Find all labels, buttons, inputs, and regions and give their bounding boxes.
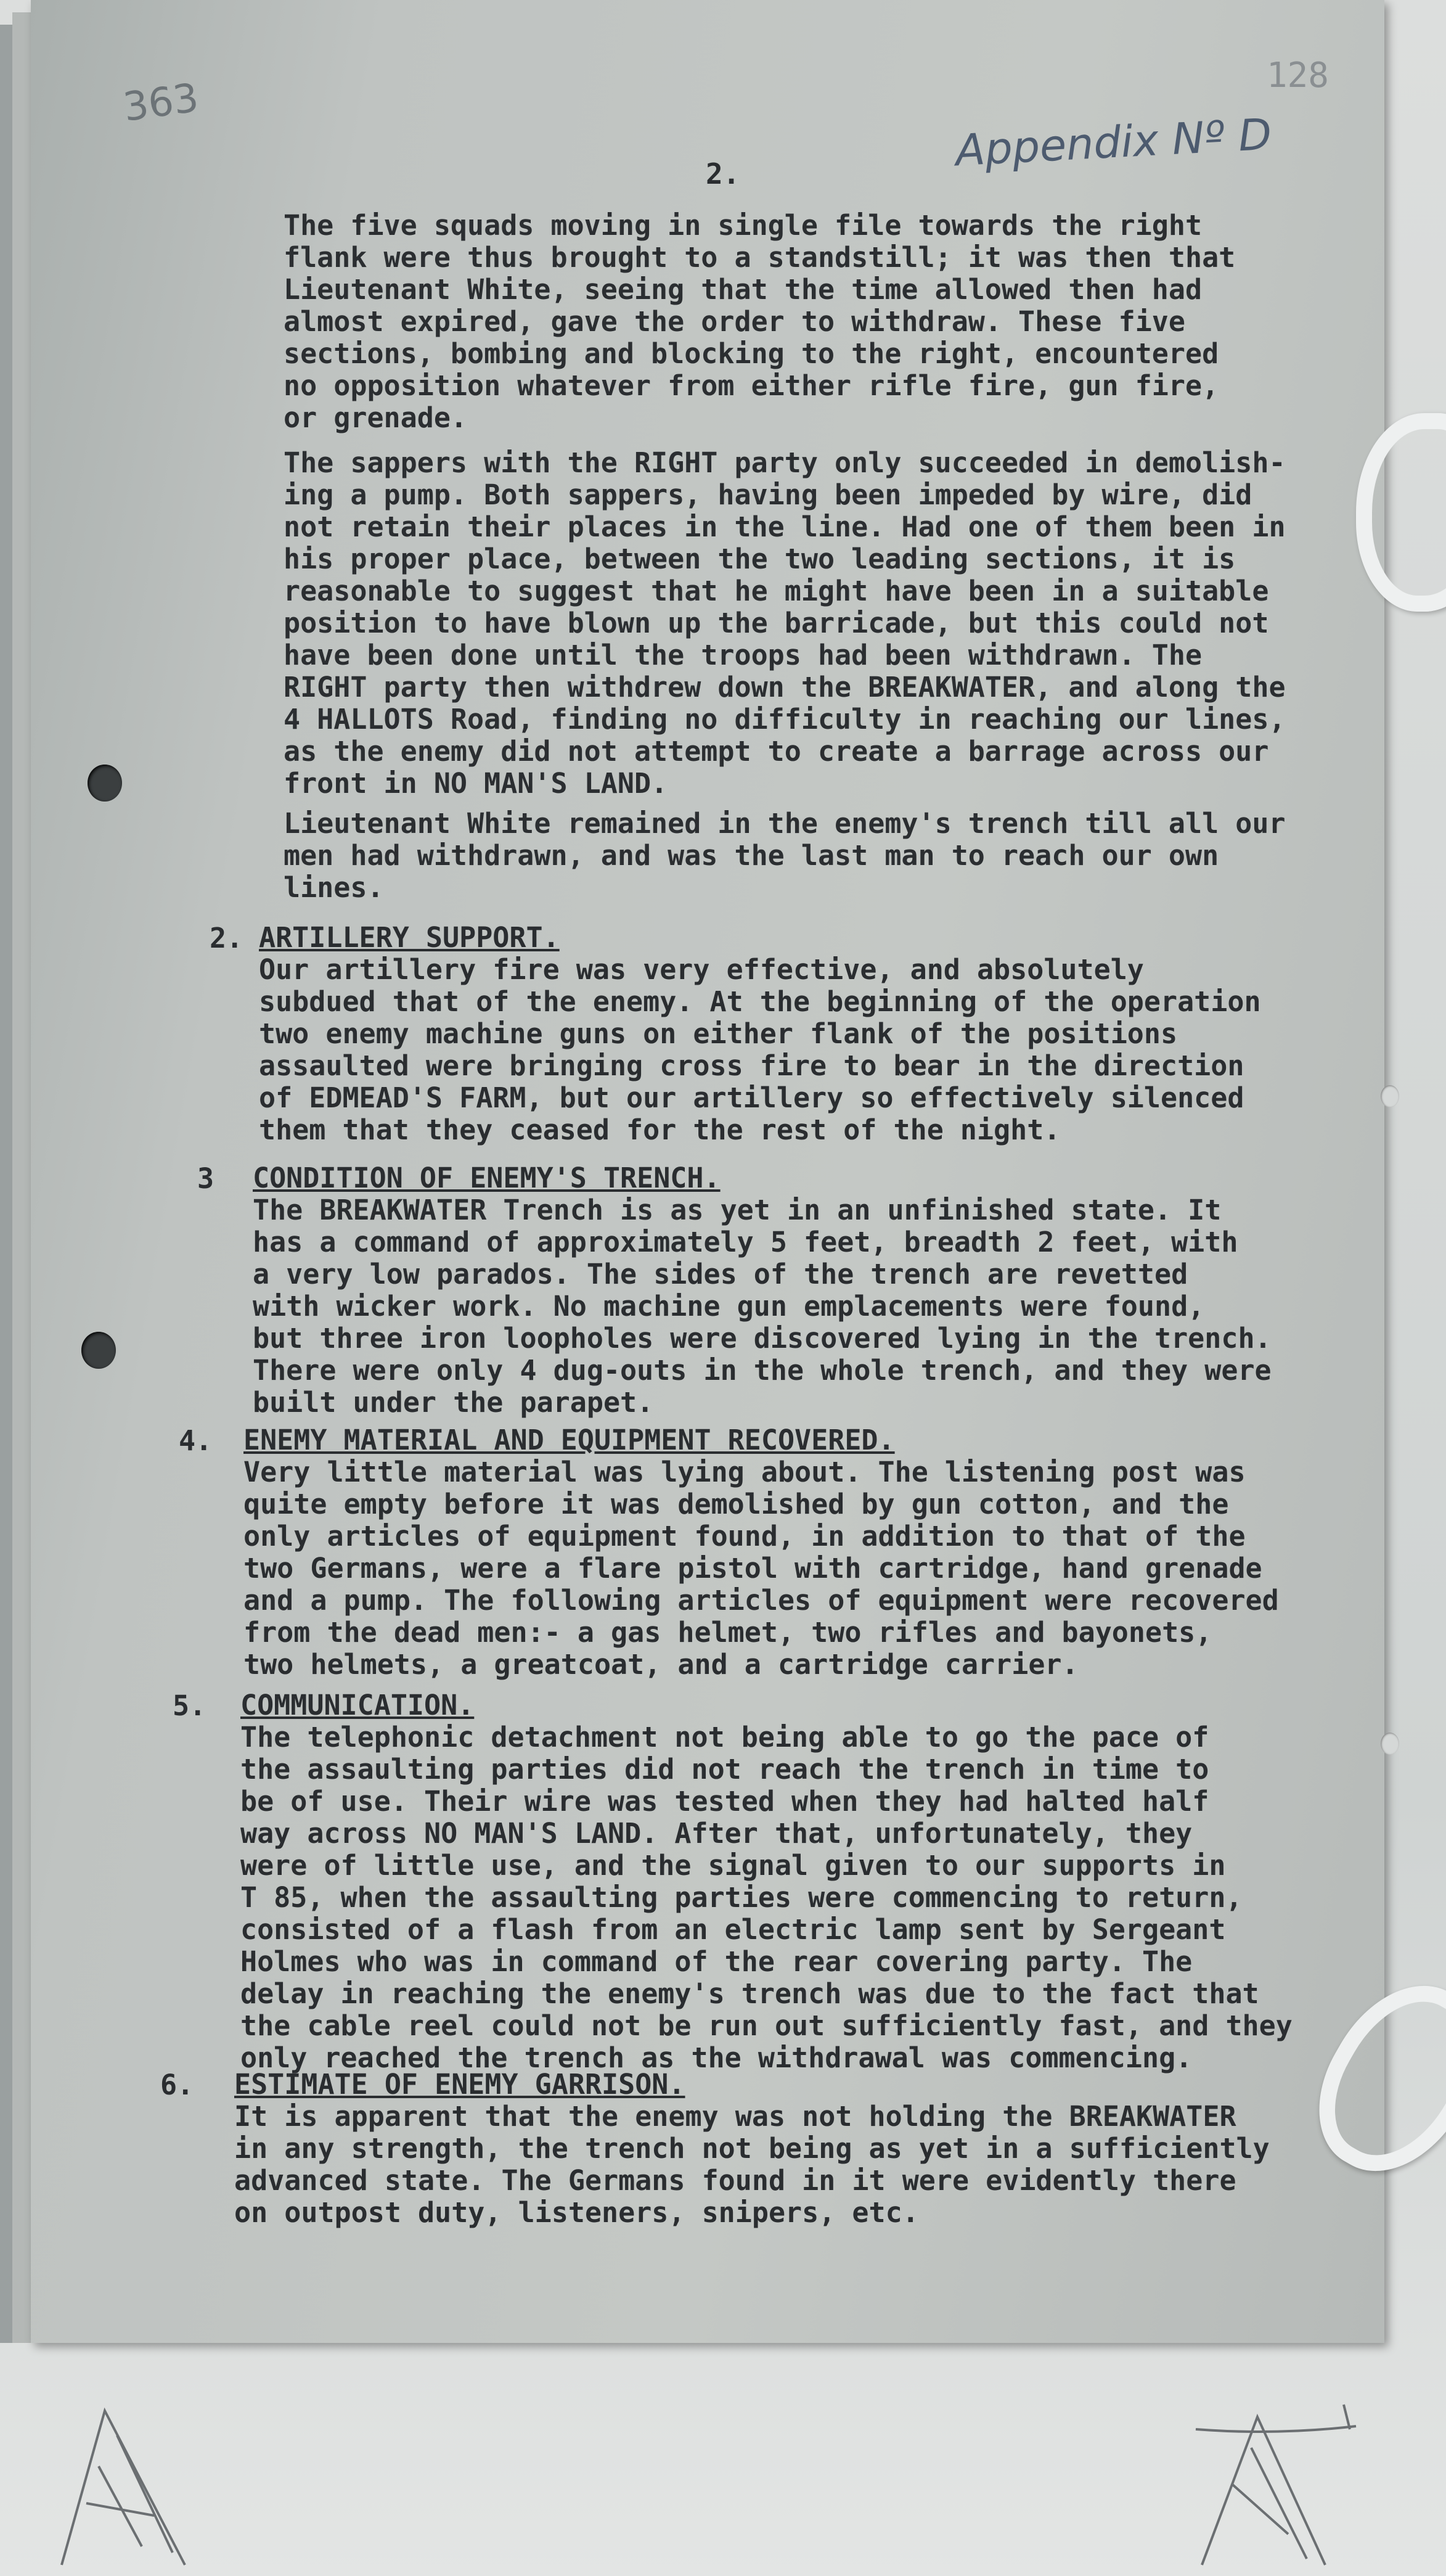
section-communication — [173, 1689, 1350, 2074]
section-artillery-support — [210, 921, 1368, 1146]
section-number: 2. — [210, 922, 243, 954]
pencil-page-number: 363 — [120, 75, 202, 131]
section-heading: ESTIMATE OF ENEMY GARRISON. — [234, 2068, 685, 2101]
paragraph-sappers: The sappers with the RIGHT party only succeeded in demolish- ing a pump. Both sappers, having been impeded by wire, did not retain their places in the line. Had one of them been in his proper place, between the two leading sections, it is reasonable to suggest that he might have been in a suitable position to have blown up the barricade, but this could not have been done until the troops had been withdrawn. The RIGHT party then withdrew down the BREAKWATER, and along the 4 HALLOTS Road, finding no difficulty in reaching our lines, as the enemy did not attempt to create a barrage across our front in NO MAN'S LAND. — [284, 446, 1286, 800]
section-body: The telephonic detachment not being able to go the pace of the assaulting parties did not reach the trench in time to be of use. Their wire was tested when they had halted half way across NO MAN'S LAND. After that, unfortunately, they were of little use, and the signal given to our supports in T 85, when the assaulting parties were commencing to return, consisted of a flash from an electric lamp sent by Sergeant Holmes who was in command of the rear covering party. The delay in reaching the enemy's trench was due to the fact that the cable reel could not be run out sufficiently fast, and they only reached the trench as the withdrawal was commencing. — [240, 1721, 1293, 2074]
punch-hole-top — [88, 765, 122, 802]
pencil-sketch-left — [49, 2392, 197, 2571]
section-heading: ENEMY MATERIAL AND EQUIPMENT RECOVERED. — [243, 1424, 895, 1456]
paragraph-squads: The five squads moving in single file towards the right flank were thus brought to a standstill; it was then that Lieutenant White, seeing that the time allowed then had almost expired, gave the order to withdraw. These five sections, bombing and blocking to the right, encountered no opposition whatever from either rifle fire, gun fire, or grenade. — [284, 209, 1236, 434]
section-number: 6. — [160, 2069, 194, 2101]
punch-hole-right-upper — [1381, 1085, 1399, 1107]
section-body: Very little material was lying about. The listening post was quite empty before it was demolished by gun cotton, and the only articles of equipment found, in addition to that of the two Germans, were a flare pistol with cartridge, hand grenade and a pump. The following articles of equipment were recovered from the dead men:- a gas helmet, two rifles and bayonets, two helmets, a greatcoat, and a cartridge carrier. — [243, 1456, 1279, 1681]
section-enemy-trench — [197, 1162, 1362, 1419]
appendix-label: Appendix Nº D — [954, 109, 1273, 176]
page-number: 2. — [706, 157, 740, 191]
section-body: Our artillery fire was very effective, and absolutely subdued that of the enemy. At the beginning of the operation two enemy machine guns on either flank of the positions assaulted were bringing cross fire to bear in the direction of EDMEAD'S FARM, but our artillery so effectively silenced them that they ceased for the rest of the night. — [259, 953, 1261, 1146]
section-number: 3 — [197, 1162, 214, 1195]
section-body: The BREAKWATER Trench is as yet in an unfinished state. It has a command of approximately 5 feet, breadth 2 feet, with a very low parados. The sides of the trench are revetted with wicker work. No machine gun emplacements were found, but three iron loopholes were discovered lying in the trench. There were only 4 dug-outs in the whole trench, and they were built under the parapet. — [253, 1194, 1272, 1419]
paragraph-lieutenant-white: Lieutenant White remained in the enemy's trench till all our men had withdrawn, and was the last man to reach our own lines. — [284, 807, 1286, 904]
pencil-mark-top-right — [1183, 2392, 1368, 2442]
punch-hole-bottom — [81, 1332, 116, 1369]
section-heading: COMMUNICATION. — [240, 1689, 475, 1721]
section-body: It is apparent that the enemy was not holding the BREAKWATER in any strength, the trench not being as yet in a sufficiently advanced state. The Germans found in it were evidently there on outpost duty, listeners, snipers, etc. — [234, 2100, 1270, 2229]
folio-number: 128 — [1266, 55, 1329, 96]
section-enemy-garrison — [160, 2068, 1344, 2229]
section-number: 4. — [179, 1424, 213, 1457]
section-number: 5. — [173, 1689, 206, 1722]
document-page — [31, 0, 1384, 2343]
punch-hole-right-lower — [1381, 1733, 1399, 1755]
section-heading: ARTILLERY SUPPORT. — [259, 921, 560, 954]
section-heading: CONDITION OF ENEMY'S TRENCH. — [253, 1162, 721, 1194]
section-material-recovered — [179, 1424, 1353, 1681]
